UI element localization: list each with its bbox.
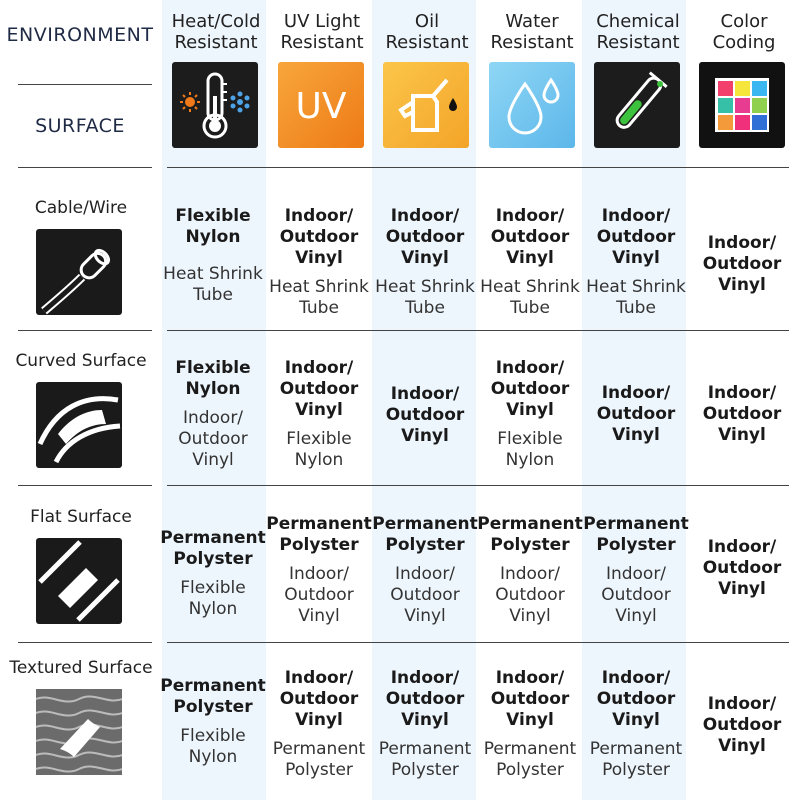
cell-cable-uv: Indoor/ Outdoor Vinyl Heat Shrink Tube	[269, 206, 369, 318]
row-divider	[167, 642, 789, 643]
row-divider	[18, 167, 152, 168]
cell-flat-color: Indoor/ Outdoor Vinyl	[702, 537, 782, 599]
column-header-oil: Oil Resistant	[385, 11, 469, 53]
row-label-cable-wire: Cable/Wire	[34, 198, 128, 218]
cell-flat-heat: Permanent Polyster Flexible Nylon	[160, 528, 266, 619]
cell-curved-heat: Flexible Nylon Indoor/ Outdoor Vinyl	[175, 358, 251, 470]
row-divider	[18, 485, 152, 486]
corner-divider	[18, 84, 152, 85]
cell-curved-oil: Indoor/ Outdoor Vinyl	[385, 384, 465, 446]
cell-cable-chemical: Indoor/ Outdoor Vinyl Heat Shrink Tube	[586, 206, 686, 318]
cell-curved-water: Indoor/ Outdoor Vinyl Flexible Nylon	[490, 358, 570, 470]
surface-label: SURFACE	[35, 115, 125, 137]
cell-cable-water: Indoor/ Outdoor Vinyl Heat Shrink Tube	[480, 206, 580, 318]
cell-curved-uv: Indoor/ Outdoor Vinyl Flexible Nylon	[279, 358, 359, 470]
cell-flat-chemical: Permanent Polyster Indoor/ Outdoor Vinyl	[583, 514, 689, 626]
color-grid-icon	[699, 62, 785, 148]
uv-icon	[278, 62, 364, 148]
cell-textured-oil: Indoor/ Outdoor Vinyl Permanent Polyster	[378, 668, 472, 780]
row-divider	[167, 167, 789, 168]
cell-cable-heat: Flexible Nylon Heat Shrink Tube	[163, 206, 263, 305]
column-header-chemical: Chemical Resistant	[596, 11, 680, 53]
flat-surface-icon	[36, 538, 122, 624]
row-divider	[167, 330, 789, 331]
column-header-color: Color Coding	[712, 11, 776, 53]
column-header-uv: UV Light Resistant	[280, 11, 364, 53]
oil-can-icon	[383, 62, 469, 148]
cell-curved-chemical: Indoor/ Outdoor Vinyl	[596, 383, 676, 445]
water-drops-icon	[489, 62, 575, 148]
column-header-heat-cold: Heat/Cold Resistant	[171, 11, 261, 53]
cell-flat-oil: Permanent Polyster Indoor/ Outdoor Vinyl	[372, 514, 478, 626]
cell-cable-color: Indoor/ Outdoor Vinyl	[702, 233, 782, 295]
cell-flat-uv: Permanent Polyster Indoor/ Outdoor Vinyl	[266, 514, 372, 626]
row-label-flat-surface: Flat Surface	[30, 507, 132, 527]
row-divider	[18, 642, 152, 643]
cell-textured-color: Indoor/ Outdoor Vinyl	[702, 694, 782, 756]
cell-textured-heat: Permanent Polyster Flexible Nylon	[160, 676, 266, 767]
cell-textured-uv: Indoor/ Outdoor Vinyl Permanent Polyster	[272, 668, 366, 780]
cable-icon	[36, 229, 122, 315]
row-divider	[18, 330, 152, 331]
cell-cable-oil: Indoor/ Outdoor Vinyl Heat Shrink Tube	[375, 206, 475, 318]
row-divider	[167, 485, 789, 486]
cell-textured-chemical: Indoor/ Outdoor Vinyl Permanent Polyster	[589, 668, 683, 780]
cell-textured-water: Indoor/ Outdoor Vinyl Permanent Polyster	[483, 668, 577, 780]
cell-flat-water: Permanent Polyster Indoor/ Outdoor Vinyl	[477, 514, 583, 626]
row-label-textured-surface: Textured Surface	[9, 658, 153, 678]
curved-surface-icon	[36, 382, 122, 468]
svg-text:UV: UV	[295, 86, 347, 127]
column-header-water: Water Resistant	[490, 11, 574, 53]
row-label-curved-surface: Curved Surface	[15, 351, 147, 371]
thermometer-icon	[172, 62, 258, 148]
environment-label: ENVIRONMENT	[6, 24, 154, 46]
cell-curved-color: Indoor/ Outdoor Vinyl	[702, 383, 782, 445]
test-tube-icon	[594, 62, 680, 148]
textured-surface-icon	[36, 689, 122, 775]
